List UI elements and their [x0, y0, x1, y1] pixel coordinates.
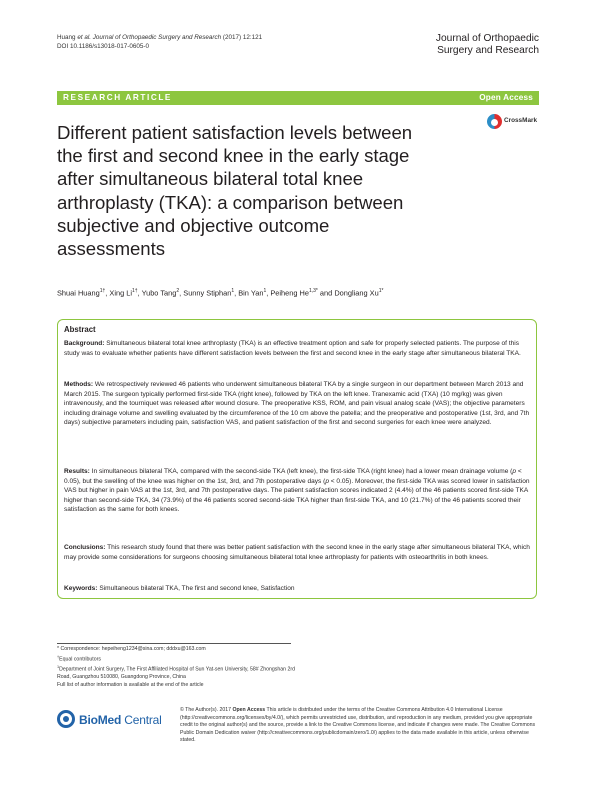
title-line: the first and second knee in the early stage [57, 145, 410, 167]
author-name: Bin Yan [238, 288, 264, 298]
abstract-results: Results: In simultaneous bilateral TKA, compared with the second-side TKA (left knee), the first-side TKA (right knee) had a lower mean drainage volume (p < 0.05), but the swelling of the knee was higher on the 1st, 3rd, and 7th postoperative days (p < 0.05). Moreover, the first-side TKA was scored lower in satisfaction VAS but higher in pain VAS at the 1st, 3rd, and 7th postoperative days. The patient satisfaction scores indicated 2 (4.4%) of the 46 patients scored first-side TKA higher than second-side TKA, 34 (73.9%) of the 46 patients scored second-side TKA higher than first-side TKA, and 10 (21.7%) of the 46 patients scored their satisfaction as the same for both knees. [64, 468, 530, 513]
author-affiliation-mark: 1 [231, 288, 235, 294]
abstract-heading: Abstract [64, 325, 96, 334]
title-line: assessments [57, 238, 165, 260]
title-line: after simultaneous bilateral total knee [57, 168, 364, 190]
doi-line[interactable]: DOI 10.1186/s13018-017-0605-0 [57, 43, 149, 50]
author-affiliation-mark: 2 [176, 288, 180, 294]
section-label: Conclusions: [64, 544, 106, 551]
author-name: Yubo Tang [141, 288, 177, 298]
author-affiliation-mark: 1 [263, 288, 267, 294]
journal-citation-italic: et al. Journal of Orthopaedic Surgery and Research [77, 34, 222, 41]
affiliation-note: $^1$Department of Joint Surgery, The First Affiliated Hospital of Sun Yat-sen University, 58# Zhongshan 2rd Road, Guangzhou 510080, Guangdong Province, China [57, 664, 295, 681]
section-label: Background: [64, 340, 105, 347]
section-label: Keywords: [64, 585, 98, 592]
author-name: Xing Li [109, 288, 133, 298]
journal-name: Journal of Orthopaedic Surgery and Research [435, 33, 539, 56]
correspondence-note[interactable]: * Correspondence: hepeiheng1234@sina.com; dddxu@163.com [57, 646, 206, 652]
section-label: Methods: [64, 381, 94, 388]
author-affiliation-mark: 1† [132, 288, 138, 294]
article-title [57, 121, 482, 260]
citation-header [57, 33, 262, 51]
author-name: Peiheng He [270, 288, 309, 298]
abstract-methods: Methods: We retrospectively reviewed 46 patients who underwent simultaneous bilateral TKA by a single surgeon in our department between March 2013 and March 2015. The surgeon typically performed first-side TKA (right knee), followed by TKA on the left knee. Tranexamic acid (TXA) (10 mg/kg) was given intravenously, and the tourniquet was released after wound closure. The preoperative KSS, ROM, and pain visual analog scale (VAS); the objective parameters including drainage volume and swelling evaluated by the circumference of the 10 cm above the patella; and the preoperative and postoperative (1st, 3rd, and 7th days) subjective parameters including pain, satisfaction VAS, and patient satisfaction of the first and second surgeries for each knee were analyzed. [64, 381, 530, 426]
title-line: Different patient satisfaction levels between [57, 122, 413, 143]
article-type-label: RESEARCH ARTICLE [63, 93, 172, 102]
author-name: Dongliang Xu [334, 288, 379, 298]
equal-contribution-note: †Equal contributors [57, 654, 101, 663]
author-affiliation-mark: 1* [378, 288, 384, 294]
section-label: Results: [64, 468, 90, 475]
open-access-label: Open Access [479, 93, 533, 102]
author-list: Shuai Huang$^{1\dagger}$, Xing $Li^{1\dagger}$, Yubo Tang$^2$, Sunny Stiphan$^1$, Bin Yan$^1$, Peiheng $He^{1,3*}$ and Dongliang $Xu^{1*}$ [57, 288, 384, 298]
abstract-conclusions: Conclusions: This research study found that there was better patient satisfaction with the second knee in the early stage after simultaneous bilateral TKA, which may provide some considerations for surgeons choosing simultaneous bilateral total knee arthroplasty for patients with osteoarthritis in both knees. [64, 544, 530, 561]
author-affiliation-mark: 1,3* [308, 288, 318, 294]
publisher-name: BioMed Central [79, 713, 162, 727]
biomed-central-logo[interactable] [57, 707, 177, 733]
article-type-banner [57, 91, 539, 105]
full-author-info-note: Full list of author information is available at the end of the article [57, 681, 204, 688]
title-line: arthroplasty (TKA): a comparison between [57, 191, 404, 213]
author-name: Shuai Huang [57, 288, 100, 298]
crossmark-badge[interactable] [487, 113, 547, 135]
title-line: subjective and objective outcome [57, 214, 330, 236]
abstract-keywords: Keywords: Simultaneous bilateral TKA, The first and second knee, Satisfaction [64, 585, 295, 592]
crossmark-label: CrossMark [504, 117, 538, 124]
author-affiliation-mark: 1† [99, 288, 106, 294]
crossmark-icon [487, 114, 502, 129]
abstract-background: Background: Simultaneous bilateral total knee arthroplasty (TKA) is an effective treatment option and safe for properly selected patients. The purpose of this study was to evaluate whether patients have different satisfaction levels between the first and second knee in the early stage after simultaneous bilateral TKA. [64, 340, 521, 357]
license-statement: © The Author(s). 2017 Open Access This article is distributed under the terms of the Creative Commons Attribution 4.0 International License (http://creativecommons.org/licenses/by/4.0/), which permits unrestricted use, distribution, and reproduction in any medium, provided you give appropriate credit to the original author(s) and the source, provide a link to the Creative Commons license, and indicate if changes were made. The Creative Commons Public Domain Dedication waiver (http://creativecommons.org/publicdomain/zero/1.0/) applies to the data made available in this article, unless otherwise stated. [180, 707, 536, 744]
footnote-divider [57, 643, 291, 644]
footnotes [57, 646, 297, 689]
citation-line-1: Huang et al. Journal of Orthopaedic Surgery and Research (2017) 12:121 [57, 34, 263, 41]
open-access-bold: Open Access [232, 707, 266, 713]
author-name: Sunny Stiphan [183, 288, 232, 298]
